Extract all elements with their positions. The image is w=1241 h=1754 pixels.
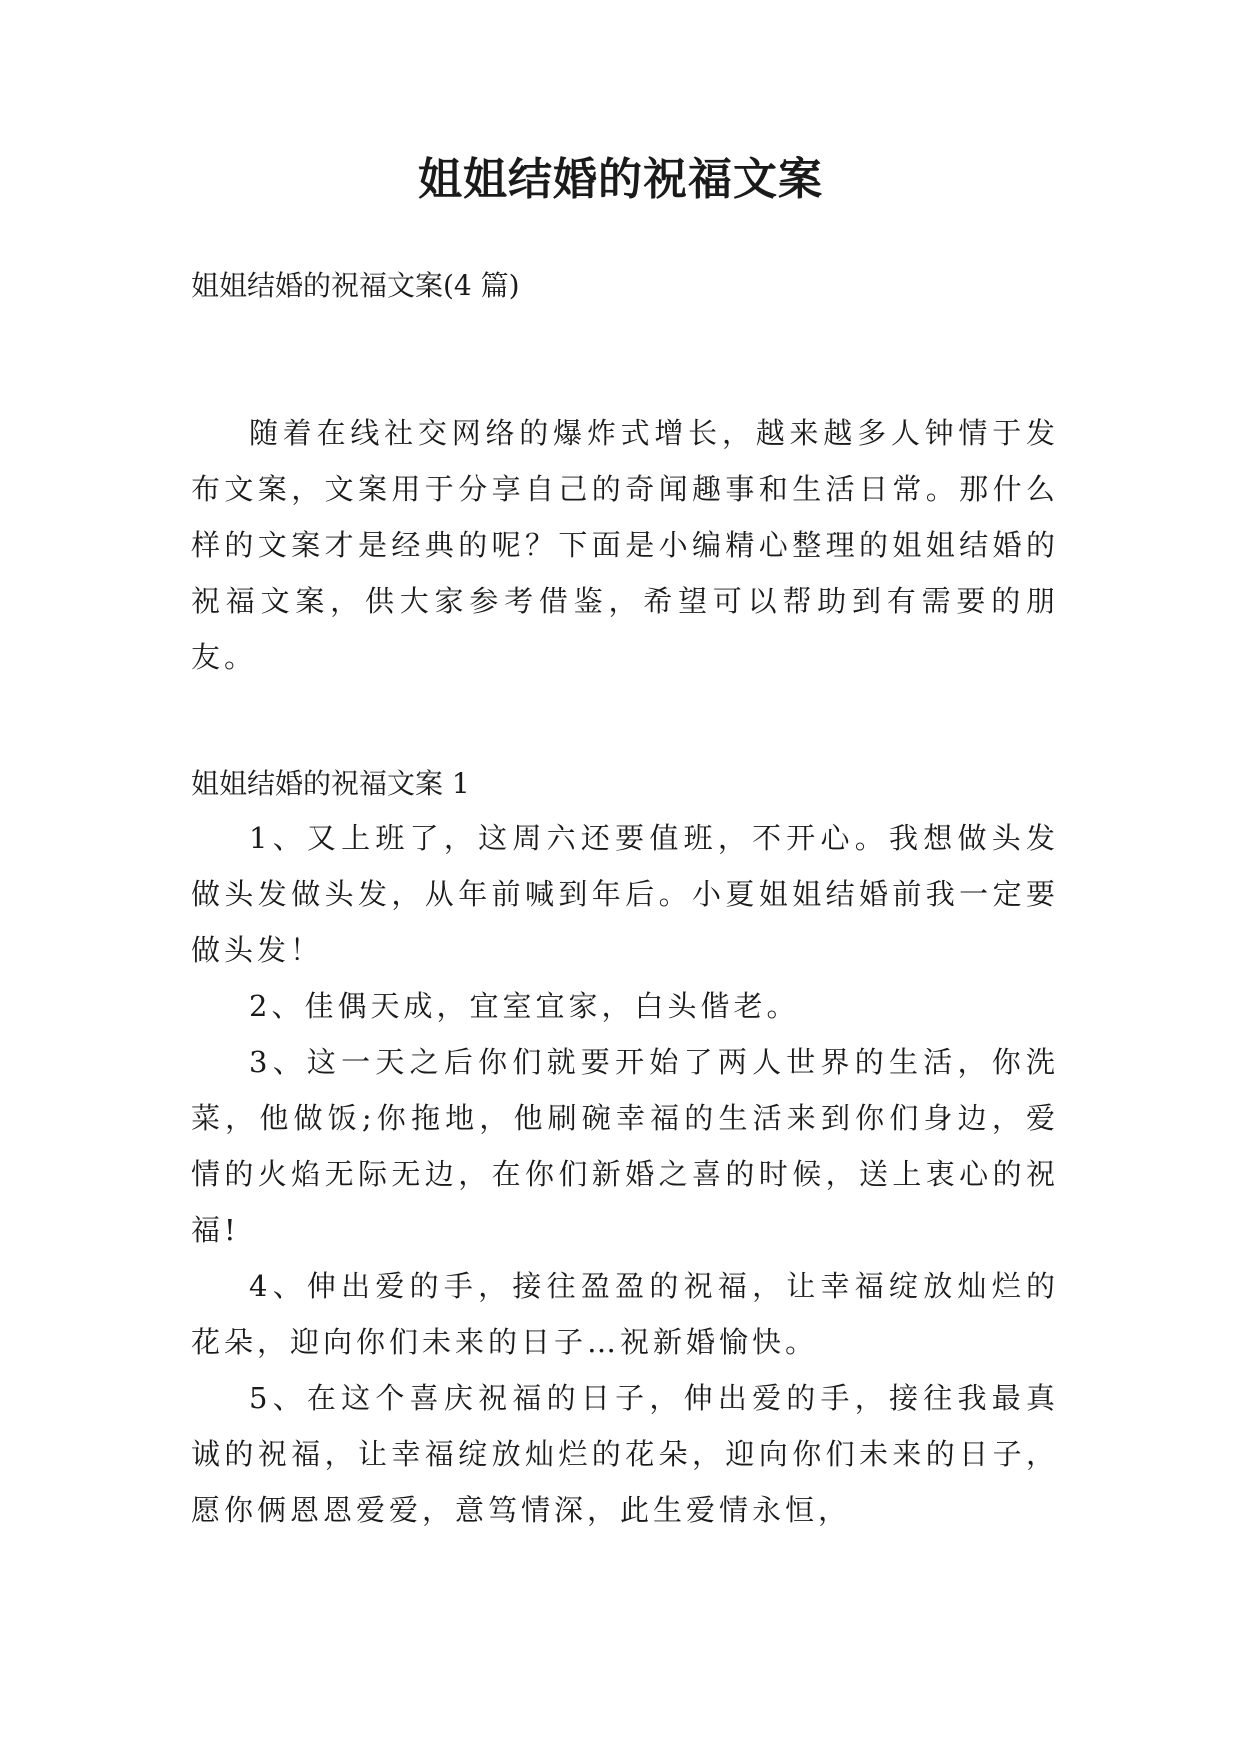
blessing-item-2: 2、佳偶天成，宜室宜家，白头偕老。 [249,989,800,1023]
blessing-item-1: 1、又上班了，这周六还要值班，不开心。我想做头发做头发做头发，从年前喊到年后。小夏姐姐结婚前我一定要做头发！ [191,821,1059,967]
document-title: 姐姐结婚的祝福文案 [418,154,823,205]
blessing-item-4: 4、伸出爱的手，接往盈盈的祝福，让幸福绽放灿烂的花朵，迎向你们未来的日子…祝新婚愉快。 [191,1269,1059,1359]
blessing-item-5: 5、在这个喜庆祝福的日子，伸出爱的手，接往我最真诚的祝福，让幸福绽放灿烂的花朵，迎向你们未来的日子，愿你俩恩恩爱爱，意笃情深，此生爱情永恒， [191,1381,1059,1527]
section-heading: 姐姐结婚的祝福文案 1 [191,767,470,800]
document-subtitle: 姐姐结婚的祝福文案(4 篇) [191,269,520,302]
blessing-list [191,810,1059,1538]
blessing-item-3: 3、这一天之后你们就要开始了两人世界的生活，你洗菜，他做饭;你拖地，他刷碗幸福的生活来到你们身边，爱情的火焰无际无边，在你们新婚之喜的时候，送上衷心的祝福! [191,1045,1059,1247]
intro-section [191,405,1059,685]
intro-paragraph: 随着在线社交网络的爆炸式增长，越来越多人钟情于发布文案，文案用于分享自己的奇闻趣事和生活日常。那什么样的文案才是经典的呢？下面是小编精心整理的姐姐结婚的祝福文案，供大家参考借鉴，希望可以帮助到有需要的朋友。 [191,416,1059,674]
